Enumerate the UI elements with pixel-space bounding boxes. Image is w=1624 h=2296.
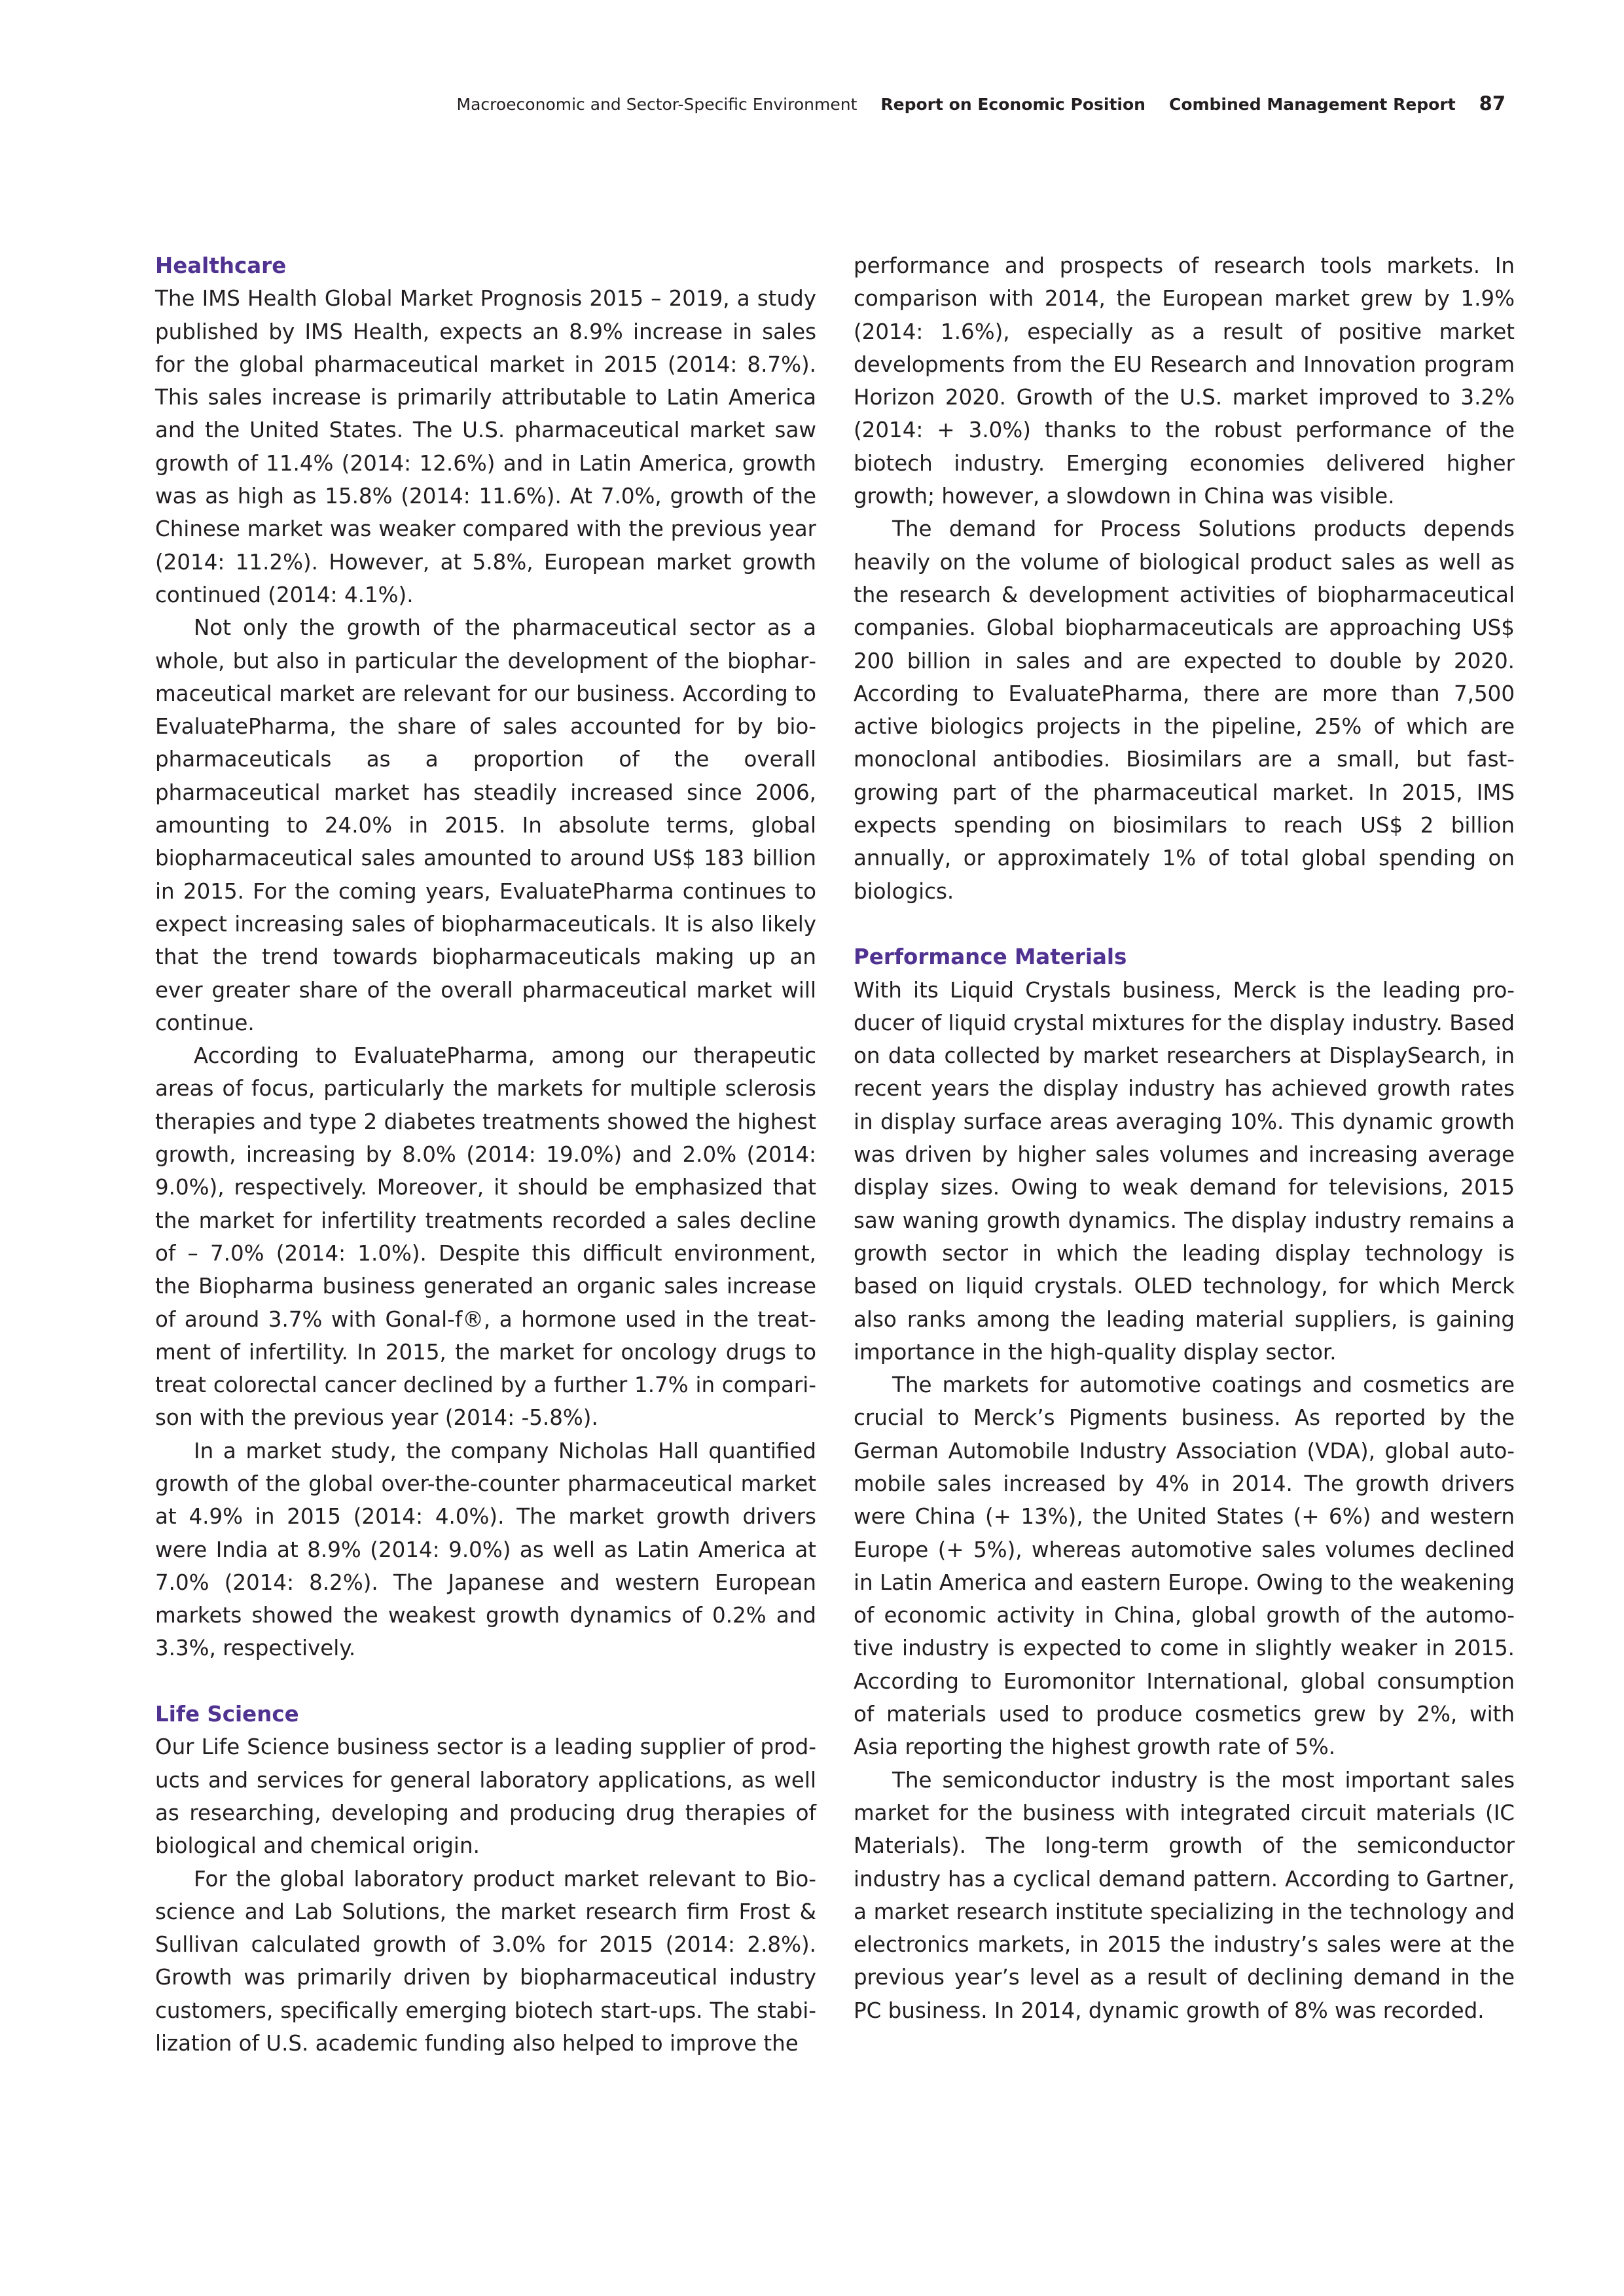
header-section: Macroeconomic and Sector-Specific Environment [456, 95, 857, 114]
healthcare-paragraph-3: According to EvaluatePharma, among our therapeutic areas of focus, particularly the markets for multiple sclerosis therapies and type 2 diabetes treatments showed the highest growth, increasing by 8.0% (2014: 19.0%) and 2.0% (2014: 9.0%), respectively. Moreover, it should be emphasized that the market for infertility treatments recorded a sales decline of – 7.0% (2014: 1.0%). Despite this difficult environment, the Biopharma business generated an organic sales increase of around 3.7% with Gonal-f®, a hormone used in the treatment of infertility. In 2015, the market for oncology drugs to treat colorectal cancer declined by a further 1.7% in comparison with the previous year (2014: -5.8%). [155, 1043, 816, 1431]
header-subsection: Report on Economic Position [880, 95, 1146, 114]
healthcare-paragraph-4: In a market study, the company Nicholas Hall quantified growth of the global over-the-counter pharmaceutical market at 4.9% in 2015 (2014: 4.0%). The market growth drivers were India at 8.9% (2014: 9.0%) as well as Latin America at 7.0% (2014: 8.2%). The Japanese and western European markets showed the weakest growth dynamics of 0.2% and 3.3%, respectively. [155, 1438, 816, 1661]
life-science-paragraph-1: Our Life Science business sector is a leading supplier of products and services for general laboratory applications, as well as researching, developing and producing drug therapies of biological and chemical origin. [155, 1734, 816, 1859]
life-science-paragraph-4: The demand for Process Solutions products depends heavily on the volume of biological product sales as well as the research & development activities of biopharmaceutical companies. Global biopharmaceuticals are approaching US$ 200 billion in sales and are expected to double by 2020. According to EvaluatePharma, there are more than 7,500 active biologics projects in the pipeline, 25% of which are monoclonal antibodies. Biosimilars are a small, but fast-growing part of the pharmaceutical market. In 2015, IMS expects spending on biosimilars to reach US$ 2 billion annually, or approximately 1% of total global spending on biologics. [854, 516, 1515, 904]
healthcare-heading: Healthcare [155, 253, 287, 278]
performance-materials-paragraph-3: The semiconductor industry is the most important sales market for the business with integrated circuit materials (IC Materials). The long-term growth of the semiconductor industry has a cyclical demand pattern. According to Gartner, a market research institute specializing in the technology and electronics markets, in 2015 the industry’s sales were at the previous year’s level as a result of declining demand in the PC business. In 2014, dynamic growth of 8% was recorded. [854, 1767, 1515, 2023]
performance-materials-heading: Performance Materials [854, 944, 1127, 970]
running-header [457, 92, 1506, 118]
performance-materials-section [854, 941, 1515, 2027]
right-column [854, 249, 1515, 2027]
healthcare-section [155, 249, 816, 1665]
healthcare-paragraph-2: Not only the growth of the pharmaceutical sector as a whole, but also in particular the development of the biopharmaceutical market are relevant for our business. According to EvaluatePharma, the share of sales accounted for by biopharmaceuticals as a proportion of the overall pharmaceutical market has steadily increased since 2006, amounting to 24.0% in 2015. In absolute terms, global biopharmaceutical sales amounted to around US$ 183 billion in 2015. For the coming years, EvaluatePharma continues to expect increasing sales of biopharmaceuticals. It is also likely that the trend towards biopharmaceuticals making up an ever greater share of the overall pharmaceutical market will continue. [155, 615, 816, 1035]
performance-materials-paragraph-2: The markets for automotive coatings and cosmetics are crucial to Merck’s Pigments business. As reported by the German Automobile Industry Association (VDA), global automobile sales increased by 4% in 2014. The growth drivers were China (+ 13%), the United States (+ 6%) and western Europe (+ 5%), whereas automotive sales volumes declined in Latin America and eastern Europe. Owing to the weakening of economic activity in China, global growth of the automotive industry is expected to come in slightly weaker in 2015. According to Euromonitor International, global consumption of materials used to produce cosmetics grew by 2%, with Asia reporting the highest growth rate of 5%. [854, 1372, 1515, 1760]
life-science-paragraph-2: For the global laboratory product market relevant to Bioscience and Lab Solutions, the market research firm Frost & Sullivan calculated growth of 3.0% for 2015 (2014: 2.8%). Growth was primarily driven by biopharmaceutical industry customers, specifically emerging biotech start-ups. The stabilization of U.S. academic funding also helped to improve the [155, 1866, 816, 2056]
life-science-section [155, 1698, 816, 2060]
healthcare-paragraph-1: The IMS Health Global Market Prognosis 2015 – 2019, a study published by IMS Health, expects an 8.9% increase in sales for the global pharmaceutical market in 2015 (2014: 8.7%). This sales increase is primarily attributable to Latin America and the United States. The U.S. pharmaceutical market saw growth of 11.4% (2014: 12.6%) and in Latin America, growth was as high as 15.8% (2014: 11.6%). At 7.0%, growth of the Chinese market was weaker compared with the previous year (2014: 11.2%). However, at 5.8%, European market growth continued (2014: 4.1%). [155, 286, 816, 607]
performance-materials-paragraph-1: With its Liquid Crystals business, Merck is the leading producer of liquid crystal mixtures for the display industry. Based on data collected by market researchers at DisplaySearch, in recent years the display industry has achieved growth rates in display surface areas averaging 10%. This dynamic growth was driven by higher sales volumes and increasing average display sizes. Owing to weak demand for televisions, 2015 saw waning growth dynamics. The display industry remains a growth sector in which the leading display technology is based on liquid crystals. OLED technology, for which Merck also ranks among the leading material suppliers, is gaining importance in the high-quality display sector. [854, 977, 1515, 1365]
life-science-heading: Life Science [155, 1702, 299, 1727]
page-number: 87 [1479, 92, 1506, 115]
life-science-paragraph-3: performance and prospects of research tools markets. In comparison with 2014, the European market grew by 1.9% (2014: 1.6%), especially as a result of positive market developments from the EU Research and Innovation program Horizon 2020. Growth of the U.S. market improved to 3.2% (2014: + 3.0%) thanks to the robust performance of the biotech industry. Emerging economies delivered higher growth; however, a slowdown in China was visible. [854, 253, 1515, 509]
left-column [155, 249, 816, 2060]
life-science-continued [854, 249, 1515, 908]
header-report-title: Combined Management Report [1168, 95, 1456, 114]
